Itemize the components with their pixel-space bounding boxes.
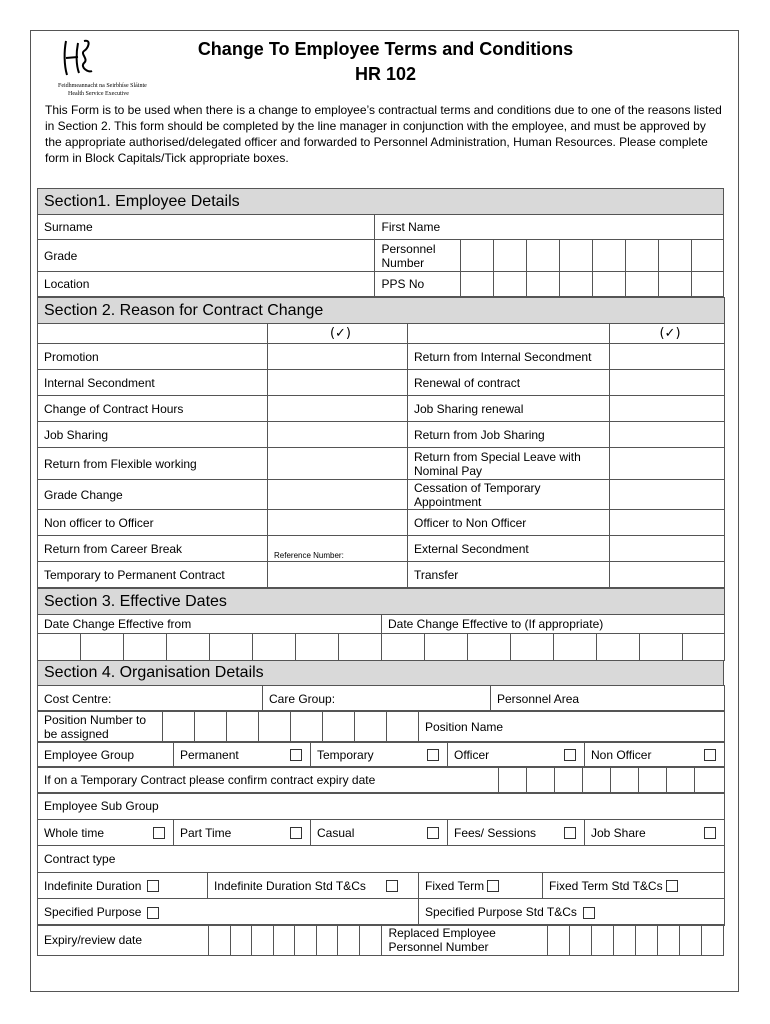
reference-number-label: Reference Number: [274, 550, 344, 560]
first-name-field[interactable]: First Name [375, 215, 724, 240]
section4-heading: Section 4. Organisation Details [37, 660, 724, 686]
part-time-option[interactable] [174, 820, 311, 846]
fixed-term-std-checkbox[interactable] [666, 880, 678, 892]
review-date-box[interactable] [209, 925, 231, 956]
officer-label: Officer [454, 747, 490, 762]
form-code: HR 102 [354, 64, 417, 84]
expiry-date-box[interactable] [527, 767, 555, 794]
date-to-label: Date Change Effective to (If appropriate) [382, 615, 725, 634]
section3-table [37, 588, 725, 661]
specified-purpose-std-checkbox[interactable] [583, 907, 595, 919]
whole-time-checkbox[interactable] [153, 827, 165, 839]
date-to-box[interactable] [425, 634, 468, 661]
date-from-box[interactable] [210, 634, 253, 661]
personnel-number-box[interactable] [493, 240, 526, 272]
indefinite-duration-checkbox[interactable] [147, 880, 159, 892]
temporary-label: Temporary [317, 747, 374, 762]
date-from-box[interactable] [253, 634, 296, 661]
tick-cell[interactable] [610, 480, 725, 510]
part-time-checkbox[interactable] [290, 827, 302, 839]
reason-internal-secondment: Internal Secondment [38, 370, 268, 396]
reason-transfer: Transfer [408, 562, 610, 588]
position-number-box[interactable] [163, 711, 195, 743]
section2-left-header [38, 324, 268, 344]
tick-cell[interactable] [610, 562, 725, 588]
replaced-number-box[interactable] [679, 925, 701, 956]
section2-right-header [408, 324, 610, 344]
reason-return-job-sharing: Return from Job Sharing [408, 422, 610, 448]
replaced-number-box[interactable] [569, 925, 591, 956]
replaced-number-box[interactable] [613, 925, 635, 956]
reason-promotion: Promotion [38, 344, 268, 370]
fixed-term-std-label: Fixed Term Std T&Cs [549, 878, 663, 893]
reason-change-contract-hours: Change of Contract Hours [38, 396, 268, 422]
reason-temp-to-permanent: Temporary to Permanent Contract [38, 562, 268, 588]
tick-cell[interactable] [268, 510, 408, 536]
specified-purpose-option[interactable] [38, 899, 419, 926]
section1-heading: Section1. Employee Details [38, 189, 724, 215]
reason-return-internal-secondment: Return from Internal Secondment [408, 344, 610, 370]
section2-heading: Section 2. Reason for Contract Change [38, 298, 725, 324]
indefinite-std-checkbox[interactable] [386, 880, 398, 892]
position-number-label: Position Number to be assigned [38, 711, 163, 743]
section4-duration-row [37, 872, 725, 899]
tick-header-left: (✓) [268, 324, 408, 344]
expiry-review-label: Expiry/review date [38, 925, 209, 956]
position-number-box[interactable] [195, 711, 227, 743]
tick-cell[interactable] [268, 344, 408, 370]
review-date-box[interactable] [338, 925, 360, 956]
date-from-box[interactable] [167, 634, 210, 661]
non-officer-label: Non Officer [591, 747, 652, 762]
non-officer-checkbox[interactable] [704, 749, 716, 761]
fees-sessions-checkbox[interactable] [564, 827, 576, 839]
section4-subgroup [37, 792, 725, 873]
pps-box[interactable] [460, 272, 493, 297]
reason-return-career-break: Return from Career Break [38, 536, 268, 562]
pps-no-label: PPS No [375, 272, 460, 297]
pps-box[interactable] [592, 272, 625, 297]
date-to-box[interactable] [382, 634, 425, 661]
indefinite-duration-option[interactable] [38, 873, 208, 899]
casual-label: Casual [317, 825, 355, 840]
reason-officer-to-non-officer: Officer to Non Officer [408, 510, 610, 536]
reason-external-secondment: External Secondment [408, 536, 610, 562]
employee-group-label: Employee Group [38, 742, 174, 768]
pps-box[interactable] [493, 272, 526, 297]
permanent-checkbox[interactable] [290, 749, 302, 761]
temporary-option[interactable] [311, 742, 448, 768]
casual-option[interactable] [311, 820, 448, 846]
job-share-option[interactable] [585, 820, 725, 846]
form-page [30, 30, 739, 992]
position-number-box[interactable] [387, 711, 419, 743]
personnel-number-box[interactable] [691, 240, 723, 272]
personnel-number-box[interactable] [625, 240, 658, 272]
reason-return-special-leave: Return from Special Leave with Nominal Pay [408, 448, 610, 480]
pps-box[interactable] [625, 272, 658, 297]
section4-cost-row [37, 685, 725, 712]
section4-review-row [37, 924, 724, 956]
section2-table [37, 297, 725, 588]
date-from-box[interactable] [38, 634, 81, 661]
section1-table [37, 188, 724, 297]
fees-sessions-option[interactable] [448, 820, 585, 846]
reason-return-flexible: Return from Flexible working [38, 448, 268, 480]
tick-cell[interactable] [610, 344, 725, 370]
replaced-number-box[interactable] [657, 925, 679, 956]
date-to-box[interactable] [683, 634, 725, 661]
replaced-number-box[interactable] [701, 925, 723, 956]
intro-text: This Form is to be used when there is a change to employee’s contractual terms and conditions due to one of the reasons listed in Section 2. This form should be completed by the line manager in conjunction with the employee, and must be approved by the appropriate authorised/delegated officer and forwarded to Personnel Administration, Human Resources. Please complete form in Block Capitals/Tick appropriate boxes. [45, 103, 722, 165]
date-to-box[interactable] [468, 634, 511, 661]
date-from-box[interactable] [296, 634, 339, 661]
date-from-label: Date Change Effective from [38, 615, 382, 634]
position-number-box[interactable] [227, 711, 259, 743]
casual-checkbox[interactable] [427, 827, 439, 839]
position-number-box[interactable] [355, 711, 387, 743]
date-from-box[interactable] [81, 634, 124, 661]
officer-checkbox[interactable] [564, 749, 576, 761]
reason-renewal-contract: Renewal of contract [408, 370, 610, 396]
specified-purpose-checkbox[interactable] [147, 907, 159, 919]
reason-non-officer-to-officer: Non officer to Officer [38, 510, 268, 536]
tick-cell[interactable] [268, 562, 408, 588]
fixed-term-checkbox[interactable] [487, 880, 499, 892]
location-field[interactable]: Location [38, 272, 375, 297]
personnel-number-box[interactable] [592, 240, 625, 272]
care-group-field[interactable]: Care Group: [263, 686, 491, 712]
grade-field[interactable]: Grade [38, 240, 375, 272]
indefinite-duration-label: Indefinite Duration [44, 878, 142, 893]
reason-job-sharing-renewal: Job Sharing renewal [408, 396, 610, 422]
surname-field[interactable]: Surname [38, 215, 375, 240]
replaced-number-box[interactable] [591, 925, 613, 956]
date-from-box[interactable] [339, 634, 382, 661]
personnel-number-box[interactable] [526, 240, 559, 272]
whole-time-option[interactable] [38, 820, 174, 846]
fees-sessions-label: Fees/ Sessions [454, 825, 537, 840]
fixed-term-option[interactable] [419, 873, 543, 899]
specified-purpose-std-option[interactable] [419, 899, 725, 926]
tick-cell[interactable] [610, 536, 725, 562]
date-to-box[interactable] [597, 634, 640, 661]
replaced-employee-label: Replaced Employee Personnel Number [382, 925, 547, 956]
tick-header-right: (✓) [610, 324, 725, 344]
expiry-date-box[interactable] [611, 767, 639, 794]
expiry-date-box[interactable] [583, 767, 611, 794]
personnel-number-label: Personnel Number [375, 240, 460, 272]
non-officer-option[interactable] [585, 742, 725, 768]
review-date-box[interactable] [231, 925, 252, 956]
review-date-box[interactable] [360, 925, 382, 956]
officer-option[interactable] [448, 742, 585, 768]
tick-cell[interactable] [268, 480, 408, 510]
whole-time-label: Whole time [44, 825, 105, 840]
replaced-number-box[interactable] [547, 925, 569, 956]
indefinite-std-label: Indefinite Duration Std T&Cs [214, 878, 366, 893]
expiry-date-box[interactable] [695, 767, 725, 794]
logo-english-name: Health Service Executive [68, 91, 129, 97]
date-to-box[interactable] [511, 634, 554, 661]
part-time-label: Part Time [180, 825, 232, 840]
section4-position-row [37, 710, 725, 743]
permanent-option[interactable] [174, 742, 311, 768]
tick-cell[interactable] [268, 370, 408, 396]
pps-box[interactable] [526, 272, 559, 297]
date-to-box[interactable] [640, 634, 683, 661]
review-date-box[interactable] [252, 925, 274, 956]
expiry-date-box[interactable] [499, 767, 527, 794]
tick-cell[interactable] [610, 422, 725, 448]
reason-grade-change: Grade Change [38, 480, 268, 510]
specified-purpose-std-label: Specified Purpose Std T&Cs [425, 905, 577, 919]
position-number-box[interactable] [323, 711, 355, 743]
tick-cell[interactable] [610, 448, 725, 480]
personnel-area-field[interactable]: Personnel Area [491, 686, 725, 712]
reason-cessation-temporary: Cessation of Temporary Appointment [408, 480, 610, 510]
expiry-date-box[interactable] [555, 767, 583, 794]
specified-purpose-label: Specified Purpose [44, 905, 142, 919]
job-share-label: Job Share [591, 825, 646, 840]
tick-cell[interactable] [610, 510, 725, 536]
temp-expiry-label: If on a Temporary Contract please confirm contract expiry date [38, 767, 499, 794]
tick-cell[interactable] [610, 370, 725, 396]
section4-purpose-row [37, 898, 725, 926]
temporary-checkbox[interactable] [427, 749, 439, 761]
replaced-number-box[interactable] [635, 925, 657, 956]
contract-type-label: Contract type [38, 846, 725, 873]
date-from-box[interactable] [124, 634, 167, 661]
expiry-date-box[interactable] [667, 767, 695, 794]
cost-centre-field[interactable]: Cost Centre: [38, 686, 263, 712]
pps-box[interactable] [691, 272, 723, 297]
employee-sub-group-label: Employee Sub Group [38, 793, 725, 820]
position-name-field[interactable]: Position Name [419, 711, 725, 743]
expiry-date-box[interactable] [639, 767, 667, 794]
tick-cell[interactable] [610, 396, 725, 422]
review-date-box[interactable] [274, 925, 295, 956]
logo-irish-name: Feidhmeannacht na Seirbhíse Sláinte [58, 83, 147, 89]
tick-cell[interactable] [268, 448, 408, 480]
review-date-box[interactable] [295, 925, 317, 956]
form-title: Change To Employee Terms and Conditions [197, 39, 574, 59]
date-to-box[interactable] [554, 634, 597, 661]
section4-expiry-row [37, 766, 725, 794]
position-number-box[interactable] [291, 711, 323, 743]
reason-job-sharing: Job Sharing [38, 422, 268, 448]
personnel-number-box[interactable] [460, 240, 493, 272]
permanent-label: Permanent [180, 747, 239, 762]
fixed-term-label: Fixed Term [425, 878, 485, 893]
indefinite-std-option[interactable] [208, 873, 419, 899]
tick-cell[interactable] [268, 422, 408, 448]
review-date-box[interactable] [317, 925, 338, 956]
section4-group-row [37, 741, 725, 768]
personnel-number-box[interactable] [559, 240, 592, 272]
pps-box[interactable] [559, 272, 592, 297]
fixed-term-std-option[interactable] [543, 873, 725, 899]
job-share-checkbox[interactable] [704, 827, 716, 839]
tick-cell[interactable] [268, 396, 408, 422]
pps-box[interactable] [658, 272, 691, 297]
section3-heading: Section 3. Effective Dates [38, 589, 725, 615]
reference-number-cell[interactable] [268, 536, 408, 562]
position-number-box[interactable] [259, 711, 291, 743]
personnel-number-box[interactable] [658, 240, 691, 272]
